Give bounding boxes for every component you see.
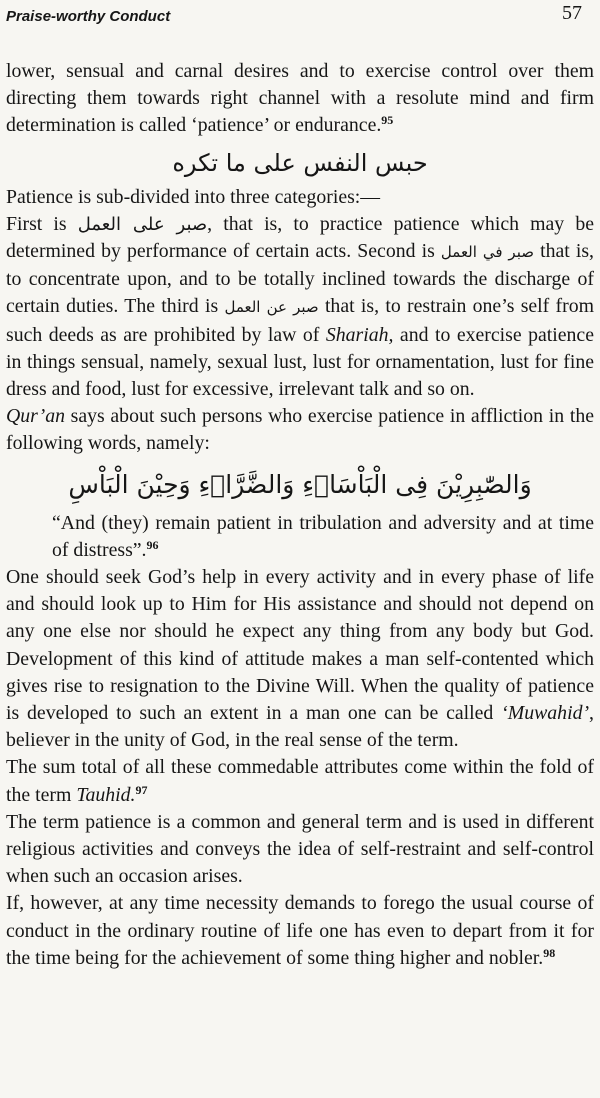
footnote-ref-95: 95 bbox=[381, 113, 394, 128]
p6-text: The sum total of all these commedable attributes come within the fold of the term bbox=[6, 756, 594, 806]
paragraph-8 bbox=[6, 890, 594, 972]
footnote-ref-96: 96 bbox=[146, 537, 159, 552]
arabic-term-1: صبر على العمل bbox=[77, 213, 208, 235]
p8-text: If, however, at any time necessity demands to forego the usual course of conduct in the ordinary routine of life one has even to depart from it for the time being for the achievement of some thing higher and nobler. bbox=[6, 892, 594, 969]
footnote-ref-98: 98 bbox=[543, 945, 556, 960]
p4-text: says about such persons who exercise patience in affliction in the following words, namely: bbox=[6, 405, 594, 455]
paragraph-4 bbox=[6, 403, 594, 457]
footnote-ref-97: 97 bbox=[135, 782, 148, 797]
body-text bbox=[6, 58, 594, 972]
p5-text-2: , believer in the unity of God, in the real sense of the term. bbox=[6, 702, 594, 752]
p3-text-3: that is, to concentrate upon, and to be totally inclined towards the discharge of certain duties. The third is bbox=[6, 240, 594, 318]
quote-text: “And (they) remain patient in tribulation and adversity and at time of distress”. bbox=[52, 511, 594, 561]
paragraph-6 bbox=[6, 754, 594, 808]
paragraph-3 bbox=[6, 211, 594, 403]
running-head: Praise-worthy Conduct bbox=[6, 8, 171, 25]
page-number: 57 bbox=[562, 2, 582, 24]
term-quran: Qur’an bbox=[6, 405, 65, 428]
arabic-verse: وَالصّٰبِرِيْنَ فِى الْبَاْسَاۤءِ وَالضَّرَّاۤءِ وَحِيْنَ الْبَاْسِ bbox=[68, 469, 532, 499]
p3-text-5: and to exercise patience in things sensual, namely, sexual lust, lust for ornamentation, lust for fine dress and food, lust for excessive, irrelevant talk and so on. bbox=[6, 323, 594, 401]
arabic-term-2: صبر في العمل bbox=[440, 243, 534, 262]
p3-text-2: , that is, to practice patience which may be determined by performance of certain acts. Second is bbox=[6, 212, 595, 263]
verse-translation bbox=[6, 510, 594, 564]
paragraph-1-text: lower, sensual and carnal desires and to exercise control over them directing them towards right channel with a resolute mind and firm determination is called ‘patience’ or endurance. bbox=[6, 60, 594, 137]
term-muwahid: ‘Muwahid’ bbox=[501, 702, 590, 725]
p3-text-4: that is, to restrain one’s self from such deeds as are prohibited by law of bbox=[6, 295, 595, 346]
term-tauhid: Tauhid. bbox=[76, 783, 136, 806]
paragraph-1 bbox=[6, 58, 594, 140]
arabic-definition: حبس النفس على ما تكره bbox=[172, 148, 428, 177]
p5-text: One should seek God’s help in every activity and in every phase of life and should look up to Him for His assistance and should not depend on any one else nor should he expect any thing from any body but God. Development of this kind of attitude makes a man self-contented which gives rise to resignation to the Divine Will. When the quality of patience is developed to such an extent in a man one can be called bbox=[6, 566, 594, 725]
term-shariah: Shariah, bbox=[325, 323, 394, 346]
arabic-term-3: صبر عن العمل bbox=[224, 298, 319, 317]
paragraph-5 bbox=[6, 564, 594, 754]
paragraph-2: Patience is sub-divided into three categories:— bbox=[6, 185, 381, 208]
page-header bbox=[6, 2, 582, 30]
p3-text-1: First is bbox=[6, 212, 78, 235]
paragraph-7: The term patience is a common and general term and is used in different religious activities and conveys the idea of self-restraint and self-control when such an occasion arises. bbox=[6, 810, 594, 888]
